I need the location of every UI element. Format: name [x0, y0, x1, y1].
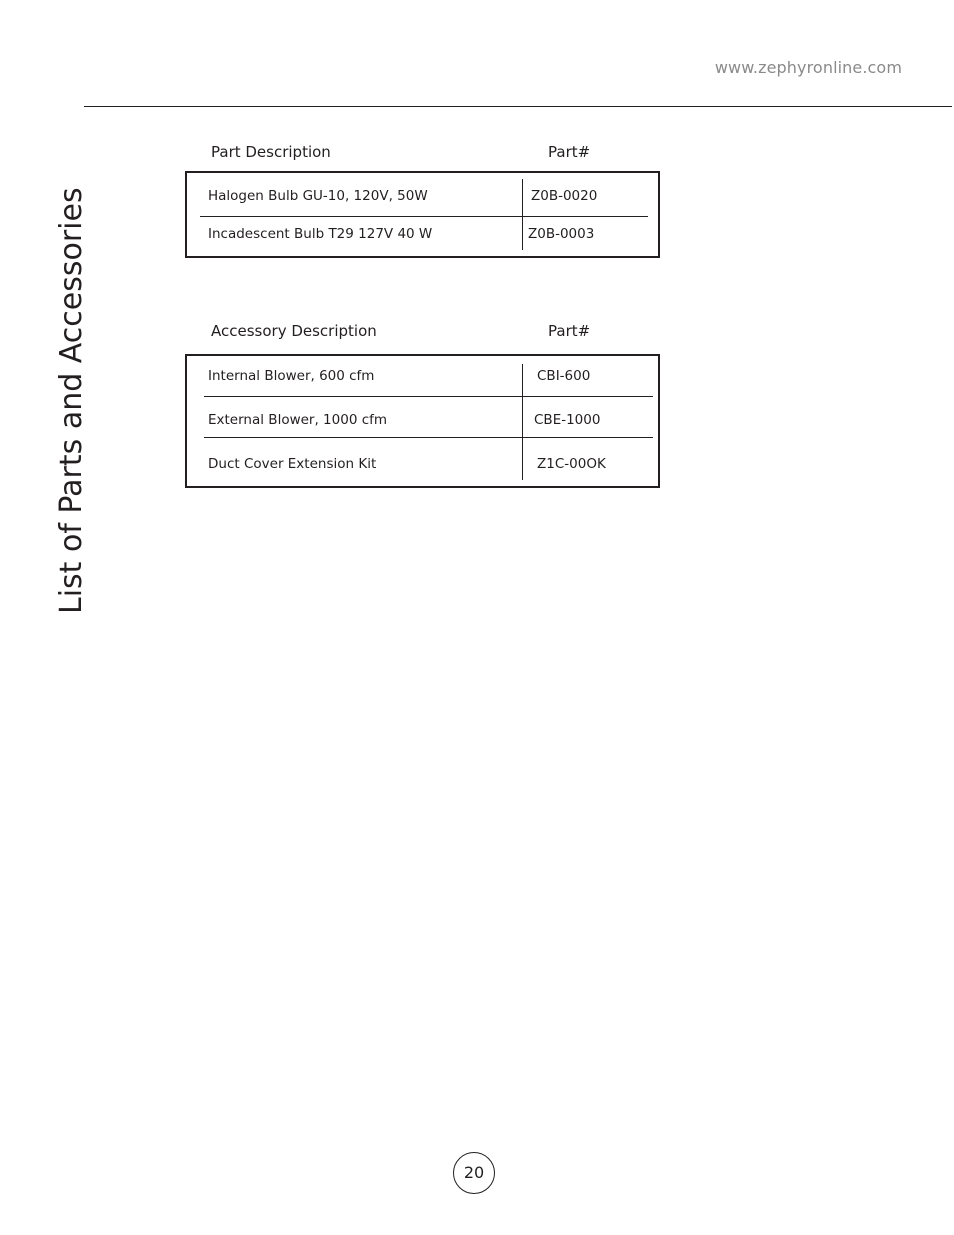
part-description: Halogen Bulb GU-10, 120V, 50W	[208, 188, 428, 204]
parts-column-divider	[522, 179, 523, 250]
accessories-table	[185, 354, 660, 488]
header-divider	[84, 106, 952, 107]
accessory-description: External Blower, 1000 cfm	[208, 412, 388, 428]
part-description: Incadescent Bulb T29 127V 40 W	[208, 226, 433, 242]
website-url: www.zephyronline.com	[714, 58, 902, 77]
parts-description-header: Part Description	[211, 143, 331, 161]
accessories-column-divider	[522, 364, 523, 480]
section-title: List of Parts and Accessories	[54, 187, 89, 614]
accessory-description: Duct Cover Extension Kit	[208, 456, 377, 472]
accessory-part-number: Z1C-00OK	[537, 456, 606, 472]
part-number: Z0B-0003	[528, 226, 595, 242]
parts-row-divider	[200, 216, 648, 217]
parts-table	[185, 171, 660, 258]
part-number: Z0B-0020	[531, 188, 598, 204]
accessories-row-divider	[204, 437, 653, 438]
parts-partno-header: Part#	[548, 143, 591, 161]
accessories-row-divider	[204, 396, 653, 397]
accessory-part-number: CBI-600	[537, 368, 591, 384]
accessories-partno-header: Part#	[548, 322, 591, 340]
accessory-part-number: CBE-1000	[534, 412, 601, 428]
accessories-description-header: Accessory Description	[211, 322, 377, 340]
page-number: 20	[453, 1152, 495, 1194]
accessory-description: Internal Blower, 600 cfm	[208, 368, 375, 384]
